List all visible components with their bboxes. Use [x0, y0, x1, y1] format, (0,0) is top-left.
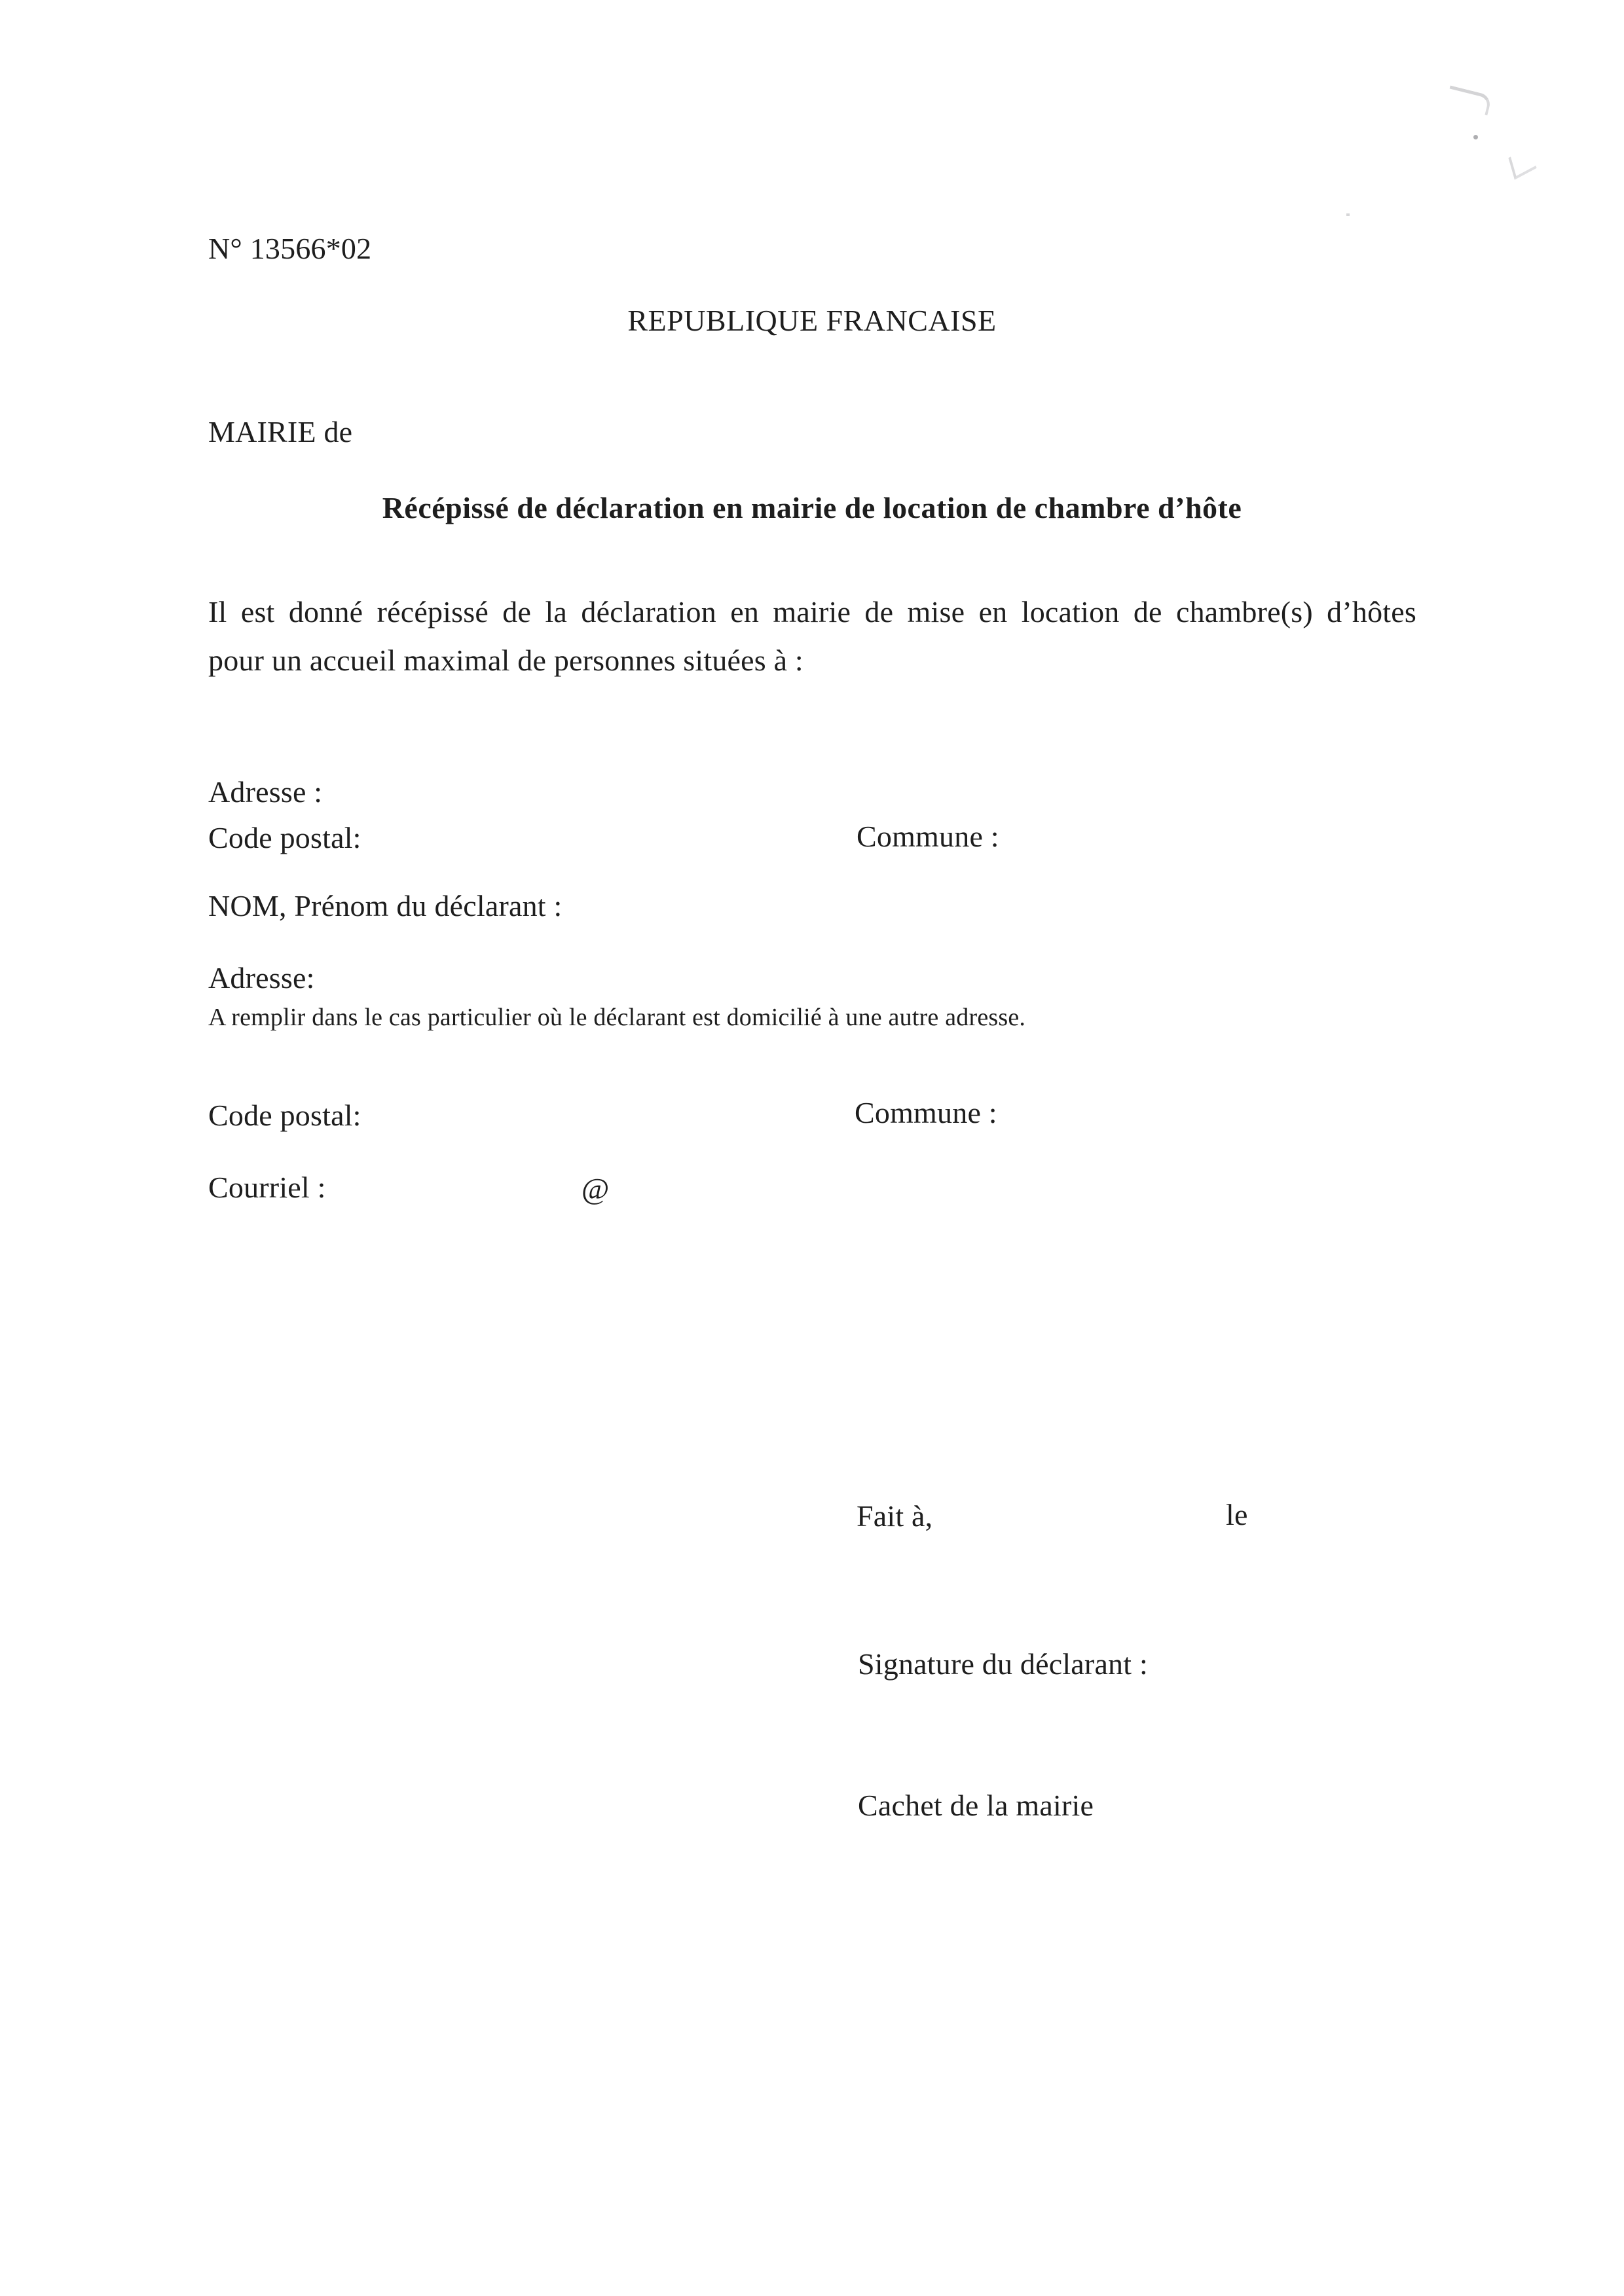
intro-line-1: Il est donné récépissé de la déclaration en mairie de mise en location de chambre(s) d’hôtes: [208, 595, 1416, 629]
property-code-postal-label: Code postal:: [208, 821, 361, 854]
declarant-commune-label: Commune :: [855, 1096, 997, 1129]
republic-header: REPUBLIQUE FRANCAISE: [627, 304, 997, 337]
mairie-label: MAIRIE de: [208, 415, 353, 448]
signature-label: Signature du déclarant :: [858, 1647, 1148, 1681]
cachet-label: Cachet de la mairie: [858, 1789, 1094, 1822]
scan-artifact-squiggle: [1445, 85, 1492, 115]
form-number: N° 13566*02: [208, 232, 372, 265]
le-label: le: [1226, 1498, 1248, 1531]
declarant-nom-prenom-label: NOM, Prénom du déclarant :: [208, 889, 563, 922]
intro-line-2: pour un accueil maximal de personnes situées à :: [208, 644, 803, 677]
fait-a-label: Fait à,: [857, 1499, 933, 1533]
courriel-at-sign: @: [581, 1172, 610, 1205]
declarant-courriel-label: Courriel :: [208, 1171, 326, 1204]
property-commune-label: Commune :: [857, 820, 999, 853]
intro-paragraph: [208, 588, 1416, 685]
scan-artifact-speck: [1346, 213, 1350, 216]
declarant-code-postal-label: Code postal:: [208, 1099, 361, 1132]
property-adresse-label: Adresse :: [208, 775, 323, 809]
document-title: Récépissé de déclaration en mairie de location de chambre d’hôte: [382, 491, 1242, 524]
scan-artifact-dot: [1473, 135, 1478, 139]
scan-artifact-marks: [1508, 146, 1536, 179]
declarant-adresse-label: Adresse:: [208, 961, 315, 994]
declarant-adresse-note: A remplir dans le cas particulier où le déclarant est domicilié à une autre adresse.: [208, 1004, 1026, 1031]
